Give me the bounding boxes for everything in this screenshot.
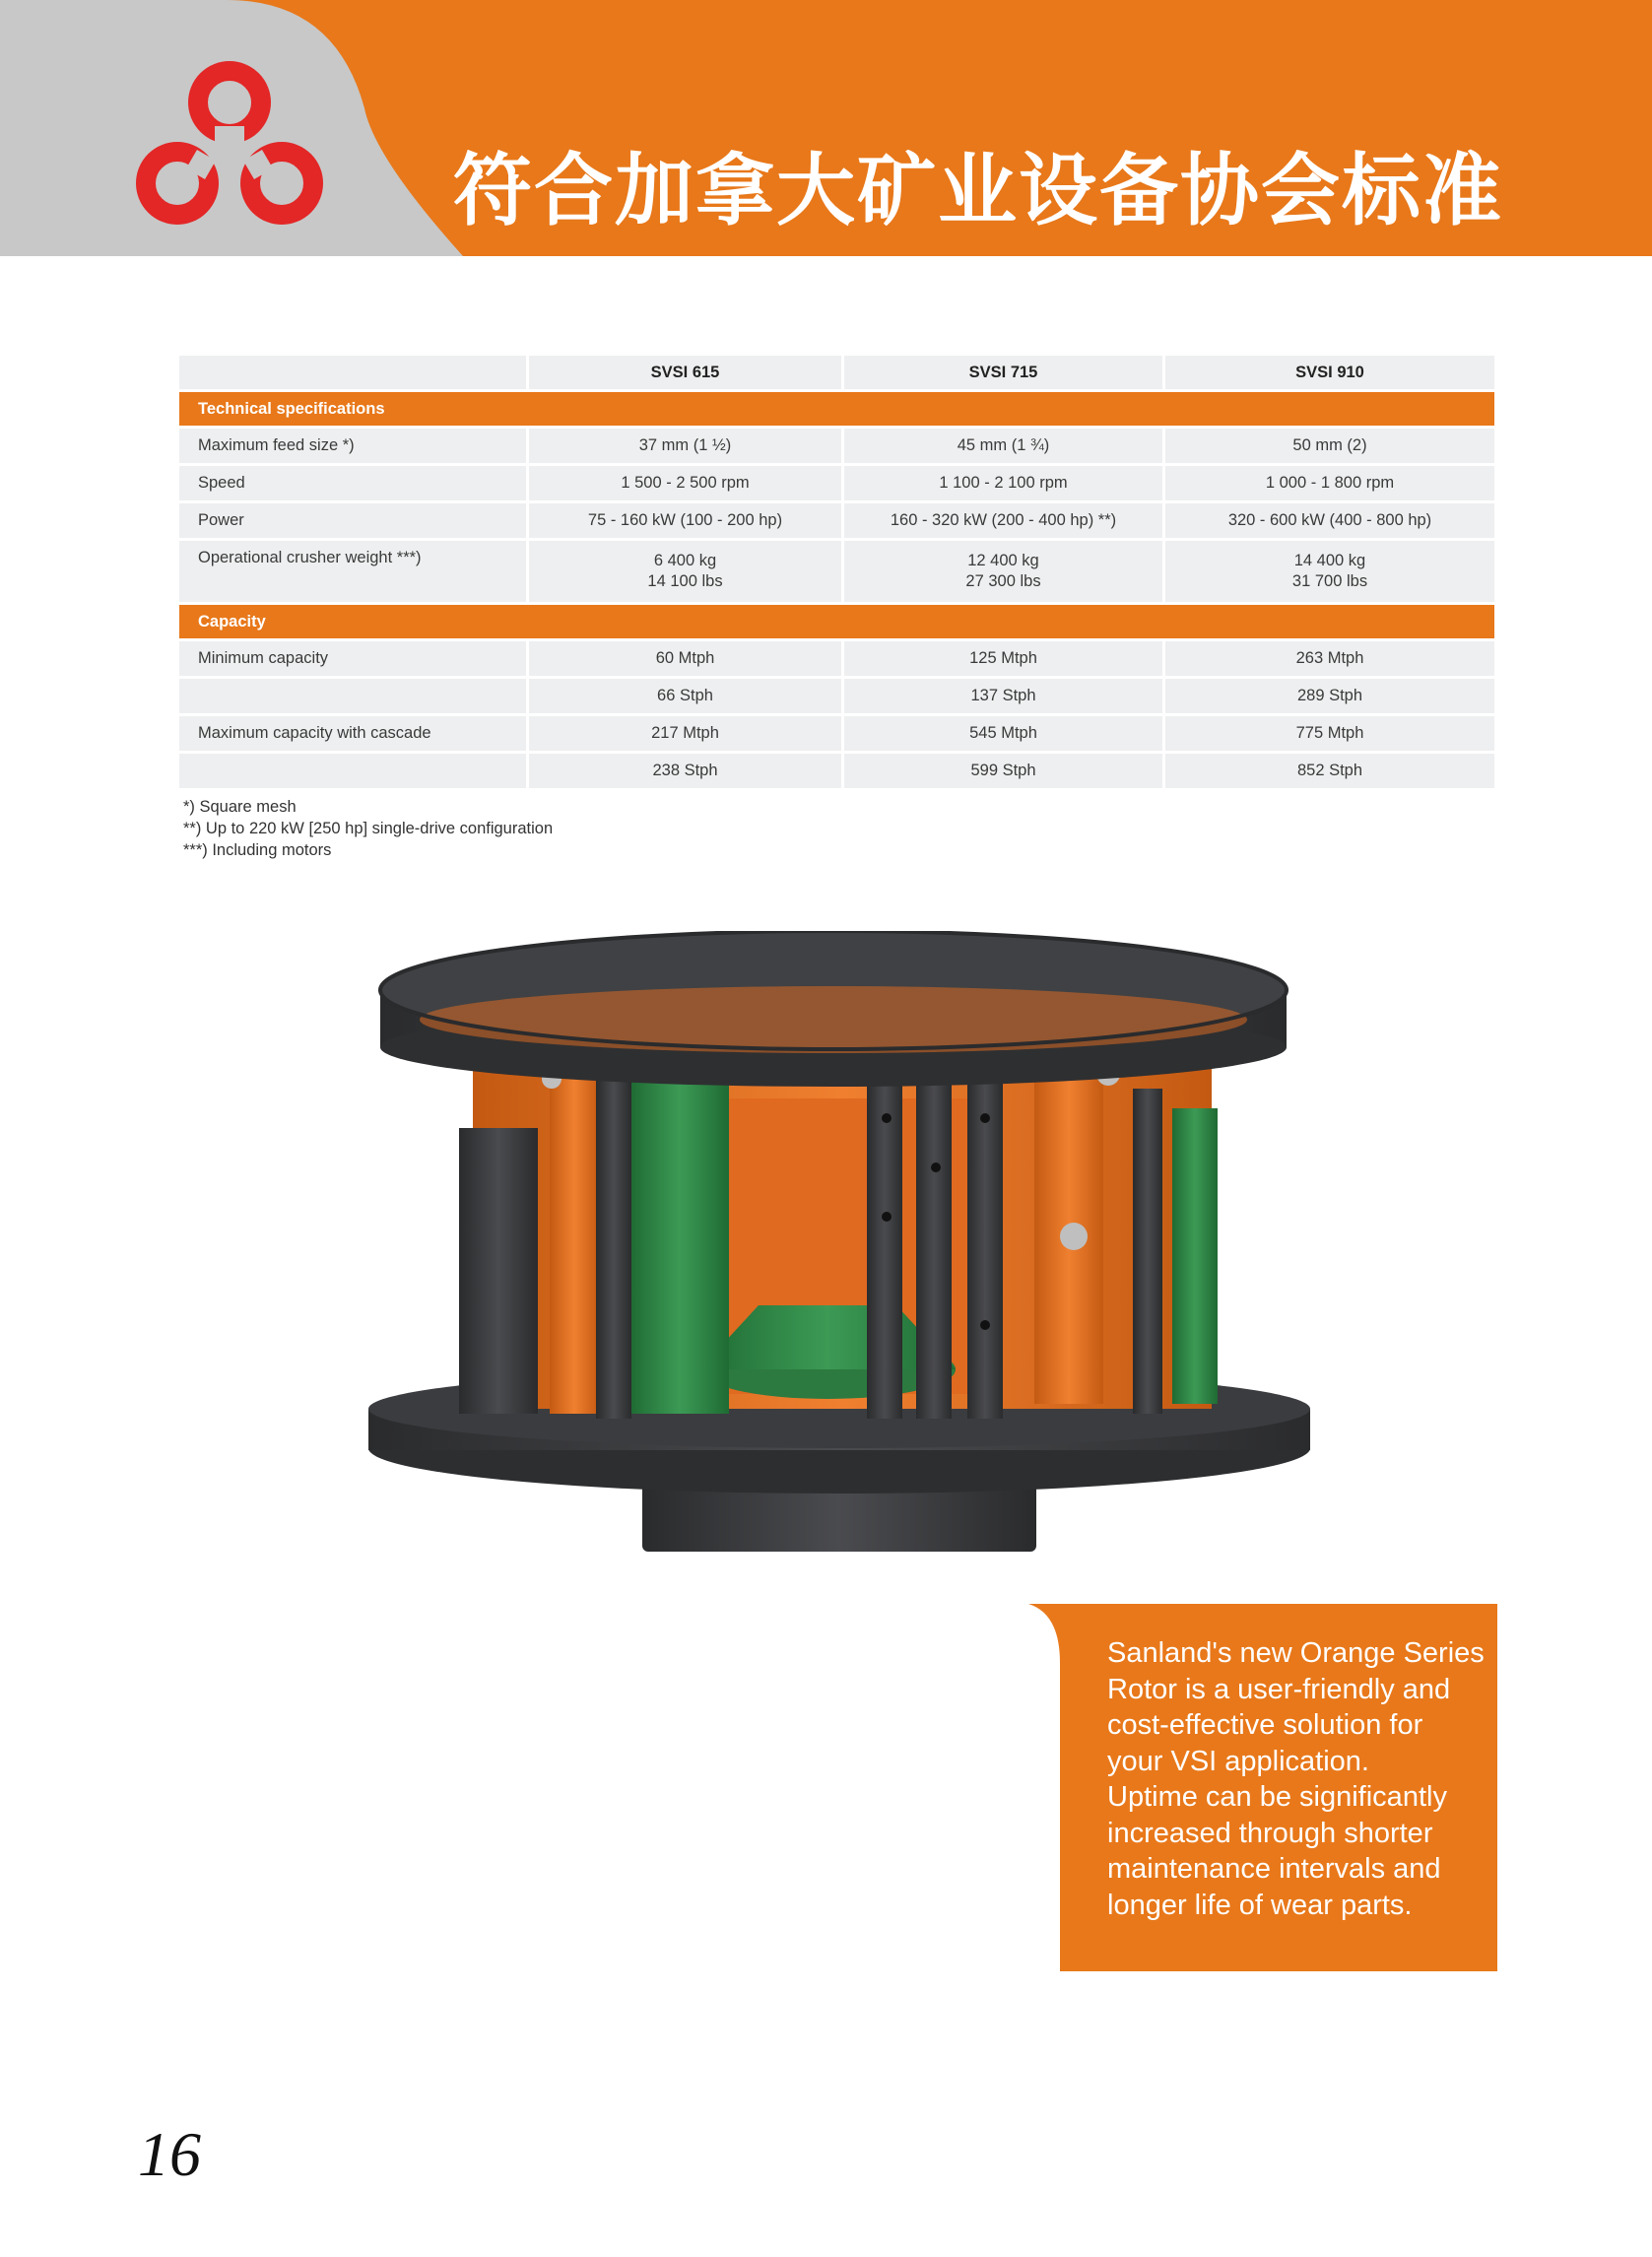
table-row	[179, 754, 1494, 791]
callout-line: longer life of wear parts.	[1107, 1889, 1413, 1921]
table-row	[179, 641, 1494, 679]
table-cell: 852 Stph	[1162, 754, 1494, 791]
table-row	[179, 466, 1494, 503]
column-header-blank	[179, 356, 526, 392]
page-header	[0, 0, 1652, 256]
orange-callout-box	[1024, 1604, 1497, 1971]
cell-line: 27 300 lbs	[965, 572, 1041, 590]
table-cell: 217 Mtph	[526, 716, 841, 754]
callout-line: increased through shorter	[1107, 1817, 1433, 1849]
footnote: **) Up to 220 kW [250 hp] single-drive configuration	[183, 820, 554, 837]
table-row	[179, 429, 1494, 466]
column-header-svsi-615: SVSI 615	[526, 356, 841, 392]
table-cell: 60 Mtph	[526, 641, 841, 679]
page-title: 符合加拿大矿业设备协会标准	[453, 145, 1503, 236]
three-ring-logo-icon	[136, 55, 323, 232]
row-label: Maximum feed size *)	[179, 429, 526, 466]
table-row	[179, 541, 1494, 605]
table-cell: 1 500 - 2 500 rpm	[526, 466, 841, 503]
table-cell: 289 Stph	[1162, 679, 1494, 716]
row-label: Minimum capacity	[179, 641, 526, 679]
column-header-svsi-715: SVSI 715	[841, 356, 1162, 392]
row-label	[179, 679, 526, 716]
table-cell	[526, 541, 841, 605]
table-cell: 75 - 160 kW (100 - 200 hp)	[526, 503, 841, 541]
table-cell: 45 mm (1 ¾)	[841, 429, 1162, 466]
table-cell: 599 Stph	[841, 754, 1162, 791]
cell-line: 31 700 lbs	[1291, 572, 1368, 590]
table-cell: 1 000 - 1 800 rpm	[1162, 466, 1494, 503]
rotor-illustration	[364, 931, 1315, 1552]
callout-line: maintenance intervals and	[1107, 1853, 1441, 1885]
footnote: *) Square mesh	[183, 798, 297, 816]
row-label: Maximum capacity with cascade	[179, 716, 526, 754]
table-cell	[1162, 541, 1494, 605]
table-cell: 50 mm (2)	[1162, 429, 1494, 466]
row-label: Power	[179, 503, 526, 541]
cell-line: 14 400 kg	[1293, 552, 1366, 569]
table-row	[179, 503, 1494, 541]
table-cell: 238 Stph	[526, 754, 841, 791]
callout-line: Rotor is a user-friendly and	[1107, 1673, 1451, 1705]
table-cell: 37 mm (1 ½)	[526, 429, 841, 466]
footnote: ***) Including motors	[183, 841, 332, 859]
section-title: Technical specifications	[179, 392, 1494, 429]
column-header-svsi-910: SVSI 910	[1162, 356, 1494, 392]
table-cell: 775 Mtph	[1162, 716, 1494, 754]
table-cell: 160 - 320 kW (200 - 400 hp) **)	[841, 503, 1162, 541]
section-header-capacity	[179, 605, 1494, 641]
table-cell: 263 Mtph	[1162, 641, 1494, 679]
section-title: Capacity	[179, 605, 1494, 641]
cell-line: 12 400 kg	[967, 552, 1039, 569]
table-cell	[841, 541, 1162, 605]
footnotes	[183, 796, 553, 861]
row-label: Operational crusher weight ***)	[179, 541, 526, 605]
cell-line: 6 400 kg	[653, 552, 717, 569]
table-cell: 125 Mtph	[841, 641, 1162, 679]
table-cell: 66 Stph	[526, 679, 841, 716]
table-cell: 545 Mtph	[841, 716, 1162, 754]
callout-line: Sanland's new Orange Series	[1107, 1637, 1485, 1669]
row-label: Speed	[179, 466, 526, 503]
row-label	[179, 754, 526, 791]
callout-line: cost-effective solution for	[1107, 1709, 1423, 1741]
cell-line: 14 100 lbs	[647, 572, 723, 590]
table-header-row	[179, 356, 1494, 392]
page-number: 16	[138, 2119, 201, 2189]
table-cell: 320 - 600 kW (400 - 800 hp)	[1162, 503, 1494, 541]
section-header-technical	[179, 392, 1494, 429]
callout-line: Uptime can be significantly	[1107, 1781, 1447, 1813]
table-row	[179, 679, 1494, 716]
callout-line: your VSI application.	[1107, 1745, 1369, 1777]
callout-text	[1107, 1635, 1501, 1923]
table-cell: 137 Stph	[841, 679, 1162, 716]
table-cell: 1 100 - 2 100 rpm	[841, 466, 1162, 503]
table-row	[179, 716, 1494, 754]
specifications-table	[179, 356, 1494, 791]
